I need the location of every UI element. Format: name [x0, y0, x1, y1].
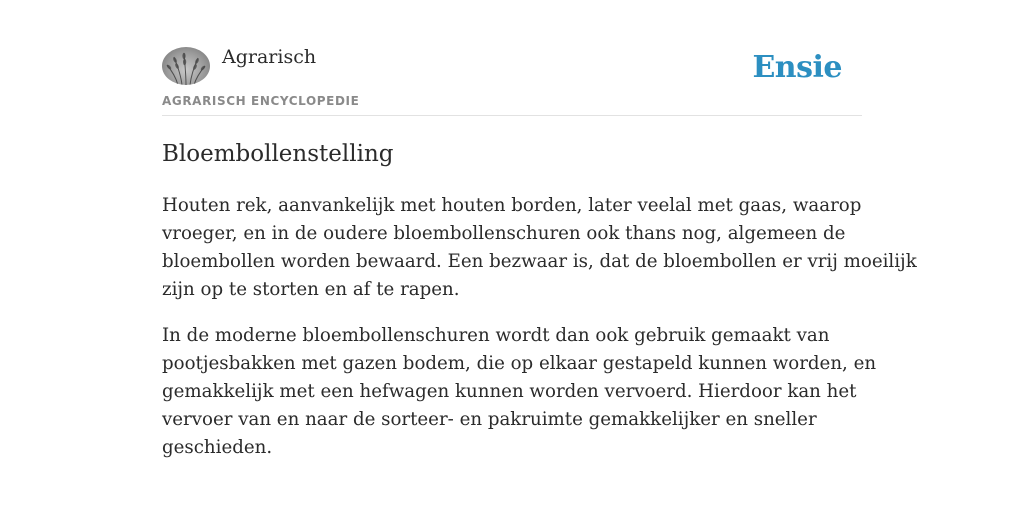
paragraph-line: zijn op te storten en af te rapen. — [162, 279, 460, 300]
article-paragraph — [162, 322, 877, 462]
paragraph-line: gemakkelijk met een hefwagen kunnen worden vervoerd. Hierdoor kan het — [162, 381, 857, 402]
brand-logo-link[interactable]: Ensie — [752, 50, 842, 85]
site-subtitle: AGRARISCH ENCYCLOPEDIE — [162, 94, 360, 108]
paragraph-line: In de moderne bloembollenschuren wordt dan ook gebruik gemaakt van — [162, 325, 830, 346]
site-header — [162, 44, 862, 116]
site-name-link[interactable]: Agrarisch — [222, 46, 317, 68]
category-avatar[interactable] — [162, 47, 210, 85]
wheat-icon — [162, 47, 210, 85]
paragraph-line: bloembollen worden bewaard. Een bezwaar is, dat de bloembollen er vrij moeilijk — [162, 251, 917, 272]
article-paragraph — [162, 192, 917, 304]
paragraph-line: vervoer van en naar de sorteer- en pakruimte gemakkelijker en sneller — [162, 409, 817, 430]
paragraph-line: Houten rek, aanvankelijk met houten borden, later veelal met gaas, waarop — [162, 195, 862, 216]
article — [162, 138, 917, 462]
article-title: Bloembollenstelling — [162, 141, 394, 167]
paragraph-line: pootjesbakken met gazen bodem, die op elkaar gestapeld kunnen worden, en — [162, 353, 877, 374]
paragraph-line: vroeger, en in de oudere bloembollenschuren ook thans nog, algemeen de — [162, 223, 846, 244]
paragraph-line: geschieden. — [162, 437, 273, 458]
